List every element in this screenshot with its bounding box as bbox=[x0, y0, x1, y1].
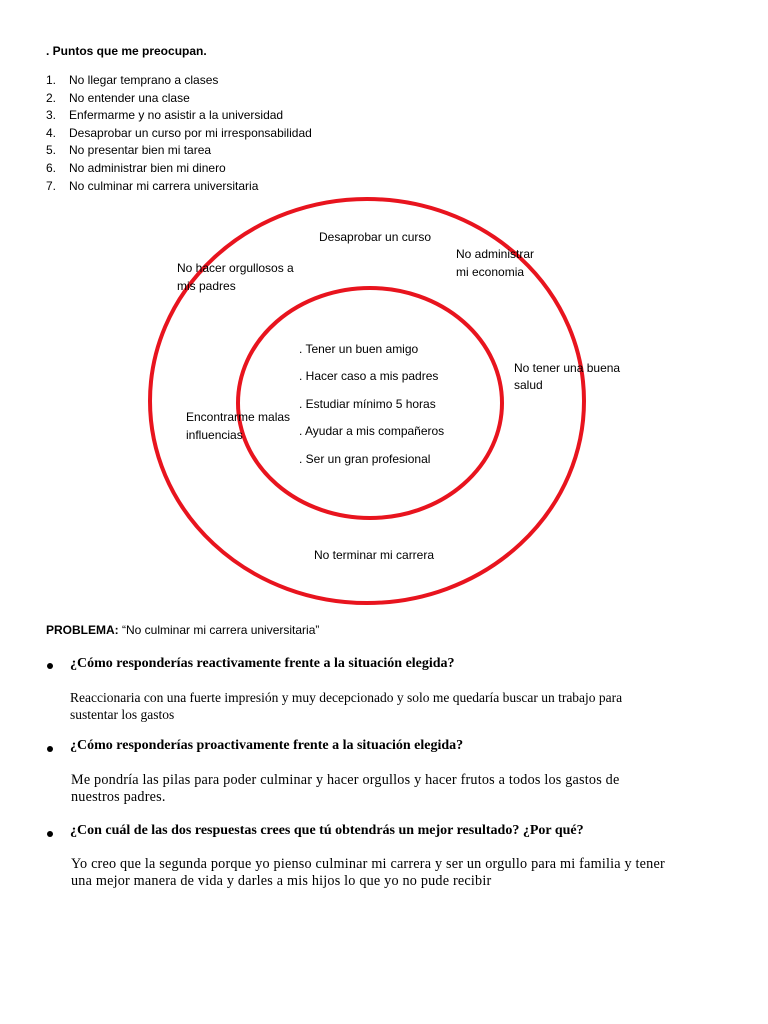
outer-label-left-2: influencias bbox=[186, 428, 243, 442]
inner-item: . Ayudar a mis compañeros bbox=[299, 424, 445, 439]
inner-item: . Hacer caso a mis padres bbox=[299, 369, 439, 384]
inner-item: . Tener un buen amigo bbox=[299, 342, 419, 356]
outer-label-bottom: No terminar mi carrera bbox=[314, 548, 435, 562]
answer-3-line-1: Yo creo que la segunda porque yo pienso culminar mi carrera y ser un orgullo para mi familia y tener bbox=[71, 856, 665, 872]
outer-label-top-left-2: mis padres bbox=[177, 279, 236, 293]
bullet-icon bbox=[47, 746, 53, 752]
problem-label: PROBLEMA: bbox=[46, 623, 119, 637]
outer-label-top-right-1: No administrar bbox=[456, 247, 535, 261]
inner-item: . Estudiar mínimo 5 horas bbox=[299, 396, 436, 411]
problem-statement bbox=[46, 623, 319, 637]
answer-3-line-2: una mejor manera de vida y darles a mis hijos lo que yo no pude recibir bbox=[71, 873, 492, 889]
list-item: 7. No culminar mi carrera universitaria bbox=[46, 178, 259, 193]
inner-item: . Ser un gran profesional bbox=[299, 451, 431, 466]
bullet-icon bbox=[47, 831, 53, 837]
list-item: 2. No entender una clase bbox=[46, 90, 190, 105]
outer-label-right-2: salud bbox=[514, 378, 543, 392]
answer-2-line-2: nuestros padres. bbox=[71, 789, 166, 805]
question-2: ¿Cómo responderías proactivamente frente a la situación elegida? bbox=[70, 738, 464, 753]
list-item: 5. No presentar bien mi tarea bbox=[46, 143, 212, 158]
answer-1-line-2: sustentar los gastos bbox=[70, 707, 175, 722]
question-1: ¿Cómo responderías reactivamente frente a la situación elegida? bbox=[70, 656, 455, 671]
answer-1-line-1: Reaccionaria con una fuerte impresión y muy decepcionado y solo me quedaría buscar un trabajo para bbox=[70, 690, 623, 705]
bullet-icon bbox=[47, 663, 53, 669]
outer-label-right-1: No tener una buena bbox=[514, 361, 621, 375]
answer-2-line-1: Me pondría las pilas para poder culminar y hacer orgullos y hacer frutos a todos los gastos de bbox=[71, 772, 620, 788]
outer-label-top-left-1: No hacer orgullosos a bbox=[177, 261, 294, 275]
list-item: 1. No llegar temprano a clases bbox=[46, 73, 219, 87]
problem-text: “No culminar mi carrera universitaria” bbox=[118, 623, 320, 637]
outer-label-top: Desaprobar un curso bbox=[319, 230, 432, 244]
outer-label-top-right-2: mi economia bbox=[456, 265, 525, 279]
section-heading: . Puntos que me preocupan. bbox=[46, 44, 207, 58]
list-item: 4. Desaprobar un curso por mi irresponsabilidad bbox=[46, 125, 312, 140]
outer-label-left-1: Encontrarme malas bbox=[186, 410, 291, 424]
inner-circle-list bbox=[299, 341, 444, 478]
list-item: 6. No administrar bien mi dinero bbox=[46, 160, 226, 175]
list-item: 3. Enfermarme y no asistir a la universidad bbox=[46, 108, 284, 123]
question-3: ¿Con cuál de las dos respuestas crees que tú obtendrás un mejor resultado? ¿Por qué? bbox=[70, 823, 584, 838]
